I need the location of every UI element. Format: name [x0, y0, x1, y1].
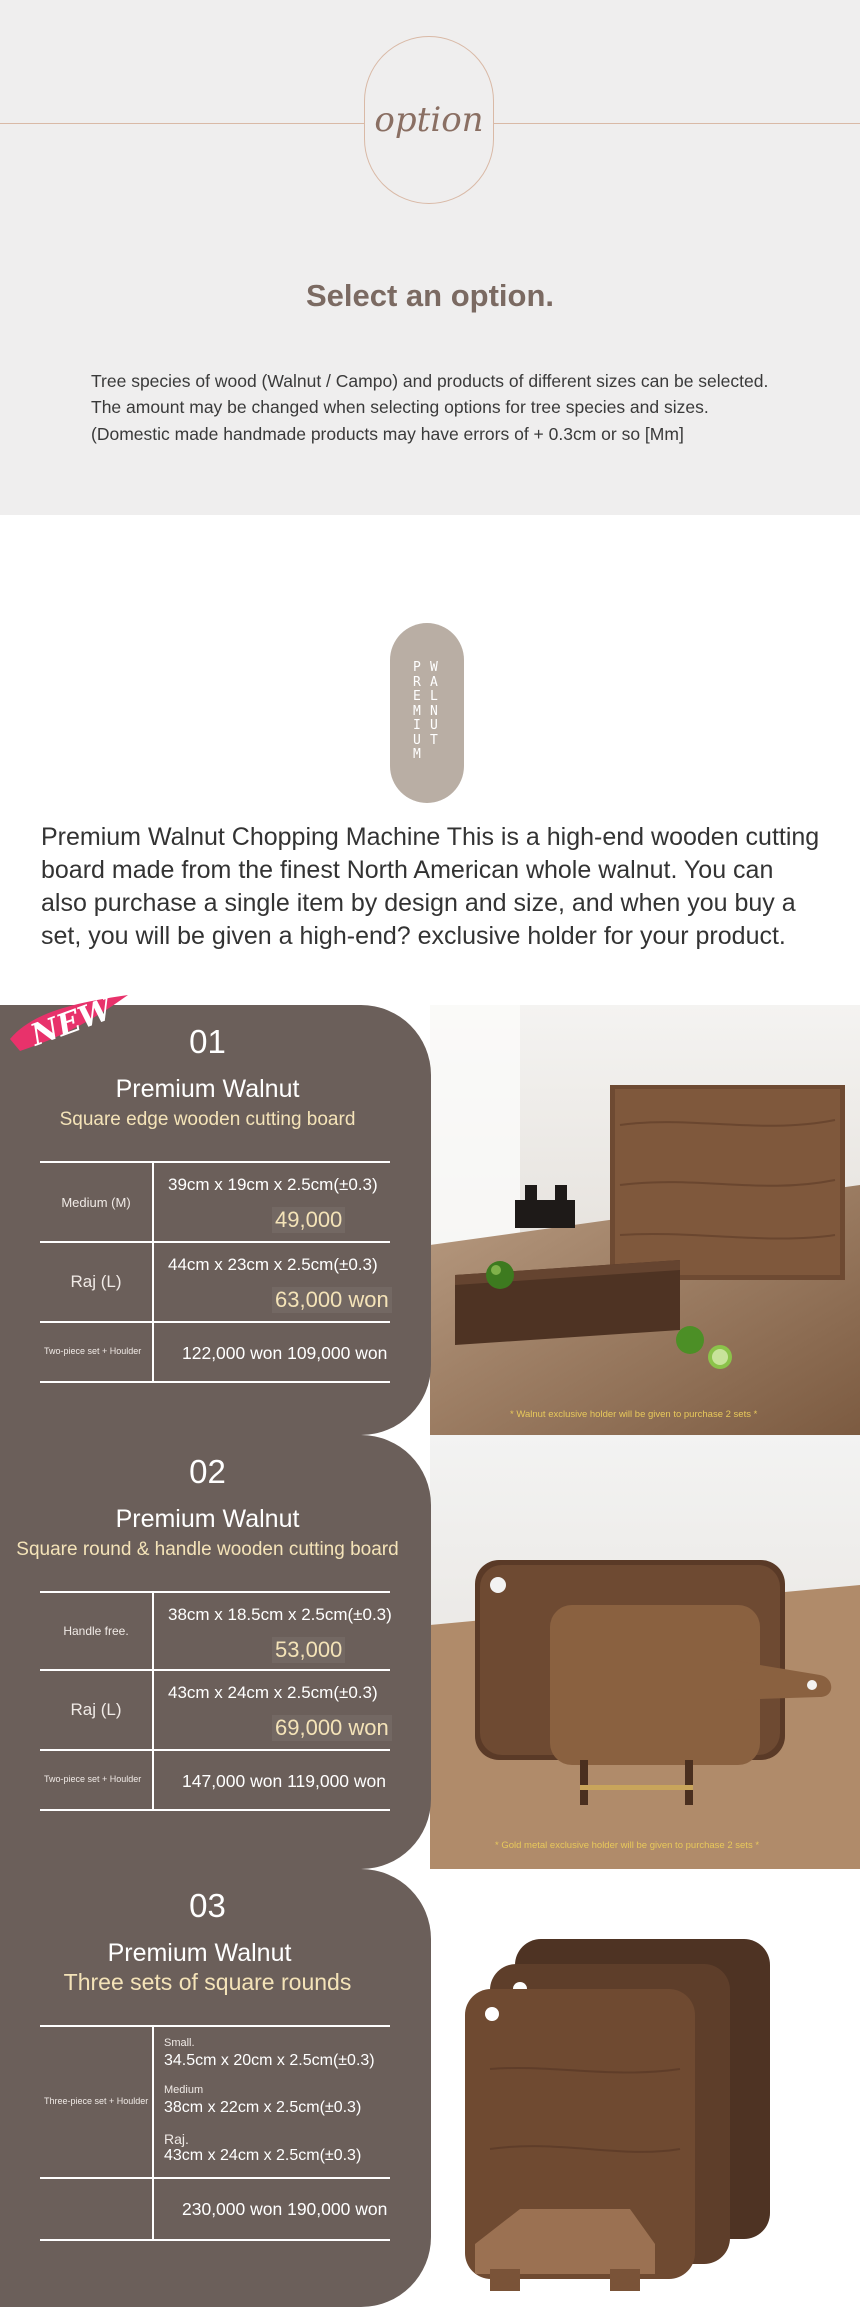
- product-01-card: [0, 991, 431, 1435]
- size-price: 69,000 won: [272, 1715, 392, 1741]
- premium-vertical-text: P R E M I U M: [413, 660, 421, 762]
- option-description: Tree species of wood (Walnut / Campo) and products of different sizes can be selected. The amount may be changed when selecting options for tree species and sizes. (Domestic made handmade products may have errors of + 0.3cm or so [Mm]: [91, 371, 769, 444]
- size-label: Raj (L): [70, 1272, 122, 1291]
- table-row: [40, 2177, 390, 2241]
- product-03-card: [0, 1869, 431, 2307]
- product-02-card: [0, 1435, 431, 1869]
- price-table: [40, 1161, 390, 1383]
- product-subtitle: Square edge wooden cutting board: [59, 1109, 356, 1130]
- walnut-vertical-text: W A L N U T: [430, 660, 438, 748]
- product-01-photo: [430, 1005, 860, 1435]
- size-dimensions: 43cm x 24cm x 2.5cm(±0.3): [168, 1683, 378, 1702]
- set-label: Three-piece set + Houlder: [44, 2096, 149, 2107]
- table-row: [40, 1321, 390, 1383]
- size-label: Medium: [164, 2084, 204, 2096]
- set-price: 147,000 won 119,000 won: [182, 1771, 387, 1791]
- size-dimensions: 43cm x 24cm x 2.5cm(±0.3): [164, 2147, 362, 2164]
- size-price: 53,000: [272, 1637, 345, 1663]
- product-01-section: [0, 991, 860, 1435]
- option-header: [0, 0, 860, 515]
- product-subtitle: Square round & handle wooden cutting board: [16, 1539, 399, 1560]
- price-table: [40, 2025, 390, 2241]
- set-label: Two-piece set + Houlder: [44, 1346, 142, 1357]
- size-label: Raj (L): [70, 1700, 122, 1719]
- product-subtitle: Three sets of square rounds: [63, 1969, 352, 1995]
- product-03-section: [0, 1869, 860, 2307]
- product-name: Premium Walnut: [107, 1939, 292, 1967]
- option-badge: [364, 36, 494, 204]
- select-option-title: Select an option.: [305, 278, 555, 313]
- table-row: [40, 1241, 390, 1321]
- price-table: [40, 1591, 390, 1811]
- product-02-section: [0, 1435, 860, 1869]
- size-label: Handle free.: [63, 1624, 129, 1638]
- size-dimensions: 38cm x 18.5cm x 2.5cm(±0.3): [168, 1605, 392, 1624]
- set-price: 230,000 won 190,000 won: [182, 2199, 388, 2219]
- product-number: 03: [189, 1887, 226, 1924]
- table-row: [40, 1749, 390, 1811]
- product-02-photo: [430, 1435, 860, 1869]
- product-01-note: * Walnut exclusive holder will be given to purchase 2 sets *: [510, 1409, 758, 1420]
- size-label: Small.: [164, 2037, 195, 2049]
- table-row: [40, 1591, 390, 1669]
- size-dimensions: 34.5cm x 20cm x 2.5cm(±0.3): [164, 2052, 375, 2069]
- product-03-photo: [430, 1869, 860, 2307]
- size-label: Medium (M): [61, 1194, 131, 1210]
- size-dimensions: 39cm x 19cm x 2.5cm(±0.3): [168, 1175, 378, 1194]
- product-name: Premium Walnut: [115, 1505, 300, 1533]
- size-dimensions: 38cm x 22cm x 2.5cm(±0.3): [164, 2099, 362, 2116]
- size-label: Raj.: [164, 2131, 189, 2147]
- product-number: 02: [189, 1453, 226, 1490]
- product-name: Premium Walnut: [115, 1075, 300, 1103]
- set-label: Two-piece set + Houlder: [44, 1774, 142, 1785]
- product-02-note: * Gold metal exclusive holder will be given to purchase 2 sets *: [495, 1840, 760, 1851]
- product-number: 01: [189, 1023, 226, 1060]
- size-price: 49,000: [272, 1207, 345, 1233]
- size-price: 63,000 won: [272, 1287, 392, 1313]
- option-badge-text: option: [374, 100, 484, 140]
- table-row: [40, 1669, 390, 1749]
- table-row: [40, 1161, 390, 1241]
- set-price: 122,000 won 109,000 won: [182, 1343, 388, 1363]
- premium-intro: [0, 515, 860, 1005]
- table-row: [40, 2025, 390, 2177]
- size-dimensions: 44cm x 23cm x 2.5cm(±0.3): [168, 1255, 378, 1274]
- set-label: [40, 2179, 152, 2239]
- premium-walnut-badge: [390, 623, 464, 803]
- svg-text:NEW: NEW: [26, 991, 118, 1054]
- intro-paragraph: Premium Walnut Chopping Machine This is a high-end wooden cutting board made from the finest North American whole walnut. You can also purchase a single item by design and size, and when you buy a set, you will be given a high-end? exclusive holder for your product.: [41, 823, 820, 950]
